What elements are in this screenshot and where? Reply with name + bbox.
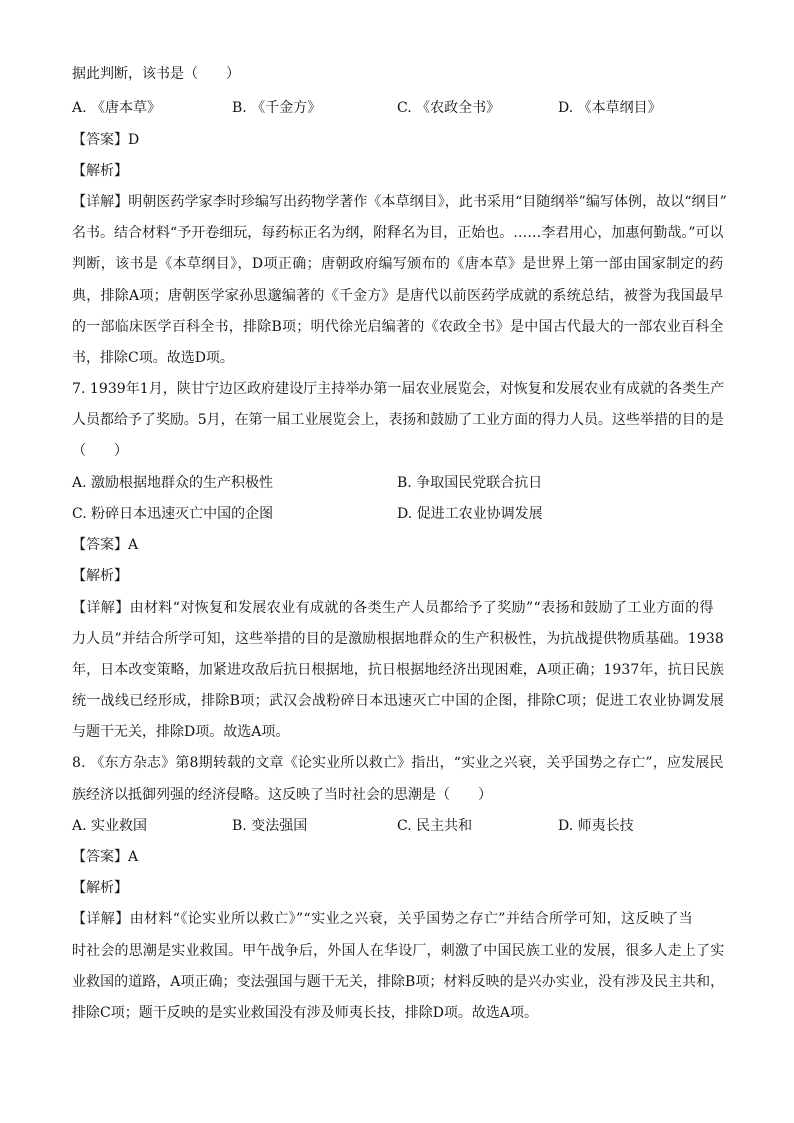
q6-detail-line-2: 名书。结合材料“予开卷细玩，每药标正名为纲，附释名为目，正始也。……李君用心，加惠何勤哉。”可以 [72,225,724,241]
q6-option-c: C. 《农政全书》 [397,100,501,116]
q6-detail-line-6: 书，排除C项。故选D项。 [72,350,234,366]
q6-option-d: D. 《本草纲目》 [558,100,662,116]
q6-analysis-tag: 【解析】 [72,163,128,179]
q6-stem-tail: 据此判断，该书是（ ） [72,66,240,82]
q6-detail-line-1 [72,192,727,212]
q7-option-a: A. 激励根据地群众的生产积极性 [72,475,274,491]
q7-stem-line-3: （ ） [72,443,128,459]
q8-detail-line-1 [72,909,722,929]
q8-option-a: A. 实业救国 [72,818,148,834]
q8-answer: A [128,849,139,865]
q8-detail-text-1: 由材料“《论实业所以救亡》”“实业之兴衰，关乎国势之存亡”并结合所学可知，这反映了当 [129,911,694,927]
q6-answer-line [72,130,139,150]
q7-detail-line-3: 年，日本改变策略，加紧进攻敌后抗日根据地，抗日根据地经济出现困难，A项正确；1937年，抗日民族 [72,662,724,678]
q7-answer: A [128,537,139,553]
q8-analysis-tag: 【解析】 [72,880,128,896]
detail-tag: 【详解】 [72,600,130,616]
q7-answer-line [72,535,138,555]
q7-stem-line-2: 人员都给予了奖励。5月，在第一届工业展览会上，表扬和鼓励了工业方面的得力人员。这些举措的目的是 [72,412,724,428]
q6-option-a: A. 《唐本草》 [72,100,162,116]
q8-stem-line-2: 族经济以抵御列强的经济侵略。这反映了当时社会的思潮是（ ） [72,787,492,803]
q7-detail-line-4: 统一战线已经形成，排除B项；武汉会战粉碎日本迅速灭亡中国的企图，排除C项；促进工农业协调发展 [72,693,725,709]
q7-detail-line-2: 力人员”并结合所学可知，这些举措的目的是激励根据地群众的生产积极性，为抗战提供物质基础。1938 [72,631,724,647]
q7-detail-line-5: 与题干无关，排除D项。故选A项。 [72,724,290,740]
q7-detail-text-1: 由材料“对恢复和发展农业有成就的各类生产人员都给予了奖励”“表扬和鼓励了工业方面的得 [129,600,714,616]
q7-option-b: B. 争取国民党联合抗日 [397,475,543,491]
q7-stem-line-1: 7. 1939年1月，陕甘宁边区政府建设厅主持举办第一届农业展览会，对恢复和发展农业有成就的各类生产 [72,381,725,397]
q8-detail-line-3: 业救国的道路，A项正确；变法强国与题干无关，排除B项；材料反映的是兴办实业，没有涉及民主共和， [72,974,725,990]
q8-option-b: B. 变法强国 [232,818,308,834]
q8-option-d: D. 师夷长技 [558,818,634,834]
q7-detail-line-1 [72,598,722,618]
q8-stem-line-1: 8. 《东方杂志》第8期转载的文章《论实业所以救亡》指出，“实业之兴衰，关乎国势之存亡”，应发展民 [72,755,724,771]
answer-tag: 【答案】 [72,849,128,865]
q6-detail-line-3: 判断，该书是《本草纲目》，D项正确；唐朝政府编写颁布的《唐本草》是世界上第一部由国家制定的药 [72,256,724,272]
q6-option-b: B. 《千金方》 [232,100,322,116]
q8-option-c: C. 民主共和 [397,818,473,834]
detail-tag: 【详解】 [72,194,129,210]
q6-detail-line-5: 的一部临床医学百科全书，排除B项；明代徐光启编著的《农政全书》是中国古代最大的一部农业百科全 [72,319,724,335]
q8-detail-line-2: 时社会的思潮是实业救国。甲午战争后，外国人在华设厂，刺激了中国民族工业的发展，很多人走上了实 [72,943,725,959]
q7-analysis-tag: 【解析】 [72,568,128,584]
q7-option-c: C. 粉碎日本迅速灭亡中国的企图 [72,506,274,522]
q8-answer-line [72,847,138,867]
q6-detail-line-4: 典，排除A项；唐朝医学家孙思邈编著的《千金方》是唐代以前医药学成就的系统总结，被誉为我国最早 [72,288,724,304]
q6-answer: D [128,132,140,148]
q8-detail-line-4: 排除C项；题干反映的是实业救国没有涉及师夷长技，排除D项。故选A项。 [72,1005,539,1021]
q7-option-d: D. 促进工农业协调发展 [397,506,543,522]
detail-tag: 【详解】 [72,911,130,927]
answer-tag: 【答案】 [72,537,128,553]
answer-tag: 【答案】 [72,132,128,148]
q6-detail-text-1: 明朝医药学家李时珍编写出药物学著作《本草纲目》，此书采用“目随纲举”编写体例，故以“纲目” [128,194,727,210]
